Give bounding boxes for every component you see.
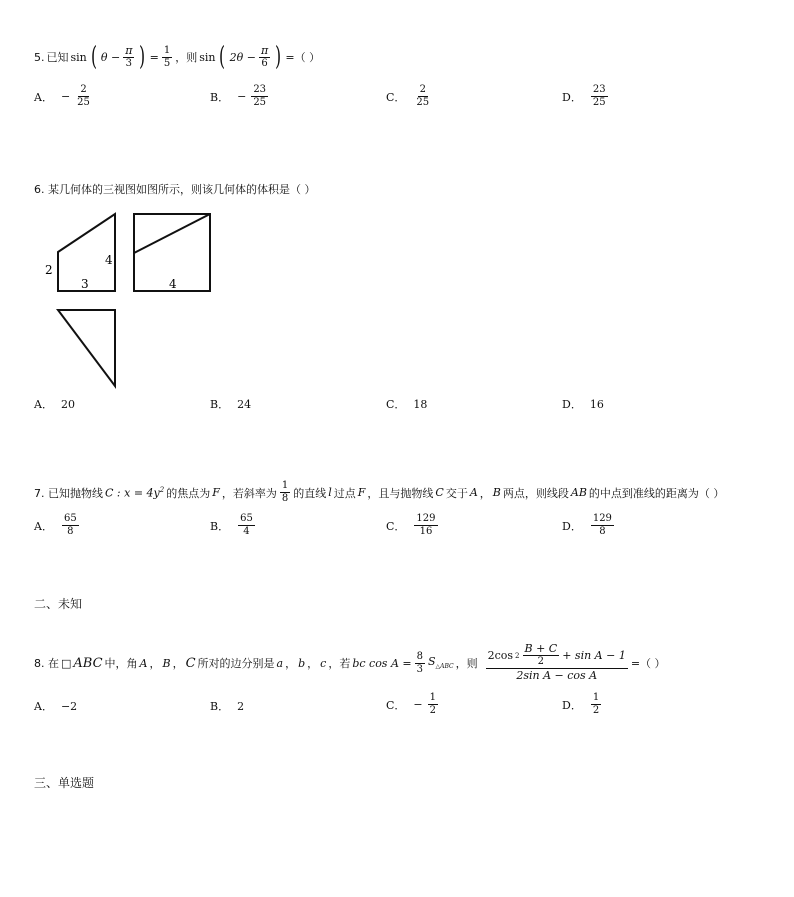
frac-den: 25 — [416, 97, 430, 108]
q8-main-numerator — [486, 643, 628, 669]
dim-label-bottom-front: 3 — [81, 277, 89, 291]
option-label: C． — [386, 519, 406, 533]
frac-num: 65 — [63, 513, 77, 524]
q7-text-line: 的直线 — [293, 486, 327, 500]
frac-num: 23 — [592, 84, 606, 95]
option-value: 18 — [413, 397, 428, 411]
q7-equation — [105, 486, 164, 500]
q5-text-lead: 已知 — [46, 51, 69, 64]
q7-one-eighth — [280, 480, 290, 505]
q7-A: A — [469, 486, 478, 499]
q7-text-through: 过点 — [333, 486, 356, 500]
paren-close: ) — [275, 42, 282, 72]
option-value: 16 — [589, 397, 604, 411]
q5-two-theta-minus: 2θ − — [229, 50, 256, 64]
q7-AB: AB — [570, 486, 587, 499]
frac-den: 16 — [419, 526, 433, 537]
q8-num-tail: + sin A − 1 — [562, 648, 626, 662]
option-fraction — [591, 84, 608, 109]
q7-option-c[interactable] — [386, 513, 439, 538]
frac-den: 3 — [416, 663, 423, 675]
q8-main-fraction — [486, 643, 628, 683]
q8-option-a[interactable] — [34, 698, 77, 714]
option-label: A． — [34, 90, 53, 104]
q6-option-a[interactable] — [34, 396, 75, 412]
q7-option-b[interactable] — [210, 513, 256, 538]
frac-num: B + C — [524, 642, 558, 655]
option-fraction — [238, 513, 255, 538]
option-fraction — [62, 513, 79, 538]
q8-S: S — [427, 655, 436, 669]
q8-option-d[interactable] — [562, 692, 602, 717]
frac-num: 2 — [80, 84, 87, 95]
q6-option-b[interactable] — [210, 396, 251, 412]
q6-option-d[interactable] — [562, 396, 604, 412]
q5-one-fifth — [162, 45, 172, 70]
option-value: 24 — [237, 397, 252, 411]
side-view-diagonal — [134, 214, 210, 253]
frac-num: 1 — [429, 692, 437, 703]
option-value: 20 — [60, 397, 75, 411]
frac-num: 8 — [416, 650, 423, 662]
q7-option-d[interactable] — [562, 513, 615, 538]
q8-text-angle: 中，角 — [104, 657, 138, 670]
option-label: B． — [210, 398, 230, 411]
three-view-figure — [40, 208, 220, 393]
frac-den: 5 — [163, 57, 171, 69]
q7-F-1: F — [212, 486, 220, 499]
q7-B: B — [492, 486, 501, 499]
q5-text-then: ，则 — [175, 51, 198, 64]
q8-option-c[interactable] — [386, 692, 439, 717]
question-8-stem — [34, 643, 666, 683]
q8-text-if: ，若 — [328, 657, 351, 670]
frac-den: 2 — [429, 705, 437, 716]
frac-num: 129 — [416, 513, 436, 524]
option-fraction — [414, 84, 431, 109]
q8-triangle-symbol: □ — [61, 656, 72, 670]
frac-den: 2 — [592, 705, 600, 716]
option-label: C． — [386, 398, 406, 411]
q5-option-c[interactable] — [386, 84, 432, 109]
q5-tail: =（ ） — [285, 51, 321, 64]
top-view-shape — [58, 310, 115, 386]
q8-text-sides: 所对的边分别是 — [197, 657, 275, 670]
option-sign: − — [60, 90, 71, 103]
dim-label-left: 2 — [45, 263, 53, 277]
option-sign: − — [413, 698, 423, 711]
q8-bc-half — [523, 643, 560, 668]
q7-l: l — [328, 486, 332, 499]
q7-text-segment: 两点，则线段 — [502, 486, 569, 500]
q5-option-b[interactable] — [210, 84, 269, 109]
q8-a: a — [276, 656, 284, 670]
q7-F-2: F — [357, 486, 366, 499]
paren-open: ( — [90, 42, 97, 72]
q5-option-d[interactable] — [562, 84, 609, 109]
q8-bccos: bc cos A = — [352, 656, 412, 670]
q7-text-lead: 7. 已知抛物线 — [34, 486, 103, 500]
q8-text-then: ，则 — [455, 657, 478, 670]
option-fraction — [591, 513, 614, 538]
dim-label-bottom-side: 4 — [169, 277, 177, 291]
q8-text-lead: 8. 在 — [34, 657, 59, 670]
option-label: A． — [34, 398, 53, 411]
frac-num: 65 — [240, 513, 253, 524]
q7-text-slope: ，若斜率为 — [221, 486, 277, 500]
q8-eight-thirds — [415, 651, 425, 676]
frac-den: 8 — [281, 493, 289, 504]
option-value: −2 — [60, 699, 78, 713]
dim-label-right: 4 — [105, 253, 113, 267]
frac-num: 1 — [163, 44, 171, 56]
section-heading-single-choice: 三、单选题 — [34, 776, 95, 790]
q7-eq-exponent: 2 — [159, 485, 165, 494]
q7-text-meets: 交于 — [445, 486, 468, 500]
option-fraction — [428, 692, 438, 717]
q8-area — [428, 655, 454, 670]
q5-pi-over-3 — [123, 45, 134, 70]
option-label: A． — [34, 700, 53, 713]
q8-c: c — [320, 656, 327, 670]
frac-num: 2 — [419, 84, 426, 95]
q8-S-sub: △ABC — [435, 663, 454, 671]
frac-den: 2 — [537, 656, 545, 667]
frac-den: 25 — [592, 97, 606, 108]
frac-num: π — [125, 43, 133, 57]
q7-text-parabola: ，且与抛物线 — [367, 486, 434, 500]
option-label: B． — [210, 519, 230, 533]
question-6-stem: 6. 某几何体的三视图如图所示，则该几何体的体积是（ ） — [34, 183, 316, 196]
paren-open: ( — [219, 42, 226, 72]
q8-sep: ， — [149, 657, 161, 670]
option-label: D． — [562, 398, 582, 411]
frac-num: 129 — [592, 513, 612, 524]
option-label: C． — [386, 698, 406, 712]
option-fraction — [75, 84, 92, 109]
q8-sep: ， — [172, 657, 184, 670]
section-heading-unknown: 二、未知 — [34, 597, 83, 611]
q6-option-c[interactable] — [386, 396, 427, 412]
q8-C: C — [185, 655, 196, 671]
q8-option-b[interactable] — [210, 698, 244, 714]
q7-eq-text: C : x = 4y — [105, 486, 160, 500]
q8-tail: =（ ） — [630, 657, 666, 670]
frac-num: 1 — [281, 480, 289, 491]
option-label: B． — [210, 700, 230, 713]
frac-num: π — [260, 43, 269, 57]
q5-eq: = — [149, 50, 159, 64]
paren-close: ) — [139, 42, 146, 72]
option-label: B． — [210, 90, 230, 104]
option-label: C． — [386, 90, 406, 104]
frac-den: 25 — [77, 97, 90, 108]
frac-den: 3 — [125, 57, 133, 69]
option-sign: − — [237, 90, 247, 103]
option-fraction — [414, 513, 437, 538]
q8-sep: ， — [307, 657, 319, 670]
option-fraction — [591, 692, 601, 717]
q8-num-sq: 2 — [515, 651, 520, 660]
q8-sep: ， — [285, 657, 297, 670]
q8-num-cos: 2cos — [487, 648, 514, 662]
option-label: D． — [562, 90, 582, 104]
option-value: 2 — [237, 699, 245, 713]
frac-den: 4 — [243, 526, 250, 537]
q7-text-focus: 的焦点为 — [166, 486, 211, 500]
frac-den: 8 — [599, 526, 606, 537]
q5-number: 5. — [34, 50, 45, 64]
frac-num: 1 — [592, 692, 600, 703]
frac-num: 23 — [253, 84, 267, 95]
q8-B: B — [162, 656, 171, 670]
frac-den: 6 — [261, 57, 268, 69]
q7-option-a[interactable] — [34, 513, 80, 538]
q5-option-a[interactable] — [34, 84, 93, 109]
question-7-stem — [34, 480, 724, 505]
q8-A: A — [139, 656, 148, 670]
q5-theta-minus: θ − — [100, 50, 121, 64]
frac-den: 25 — [253, 97, 267, 108]
question-5-stem — [34, 44, 320, 70]
option-fraction — [251, 84, 268, 109]
q7-comma: ， — [479, 486, 491, 500]
option-label: D． — [562, 698, 582, 712]
q5-pi-over-6 — [259, 45, 270, 70]
frac-den: 8 — [67, 526, 74, 537]
q8-main-denominator: 2sin A − cos A — [516, 669, 598, 682]
q5-sin-2: sin — [199, 50, 216, 64]
q7-text-tail: 的中点到准线的距离为（ ） — [588, 486, 725, 500]
option-label: A． — [34, 519, 53, 533]
q5-sin-1: sin — [70, 50, 87, 64]
q7-C: C — [435, 486, 444, 499]
q8-b: b — [298, 656, 306, 670]
option-label: D． — [562, 519, 582, 533]
q8-ABC: ABC — [73, 655, 103, 671]
